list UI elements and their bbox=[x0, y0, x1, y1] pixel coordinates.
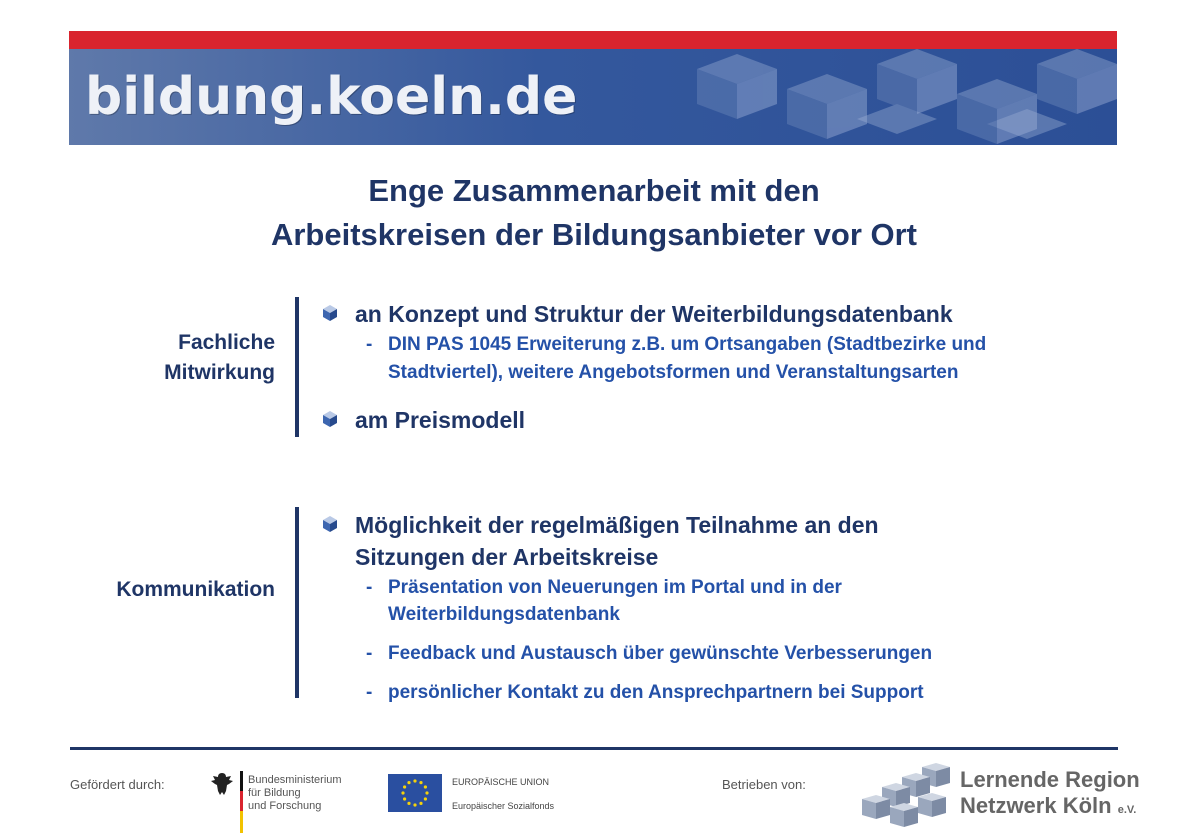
bullet-text: an Konzept und Struktur der Weiterbildungsdatenbank bbox=[355, 301, 953, 327]
sub-item-praesentation bbox=[366, 574, 842, 602]
dash: - bbox=[366, 643, 373, 664]
lr-ev: e.V. bbox=[1117, 804, 1137, 816]
lr-line2-wrap bbox=[960, 793, 1140, 823]
section-label-line2: Mitwirkung bbox=[164, 361, 275, 384]
page-title-line2: Arbeitskreisen der Bildungsanbieter vor Ort bbox=[270, 217, 917, 252]
footer-divider bbox=[70, 747, 1118, 750]
federal-eagle-icon bbox=[208, 771, 236, 797]
funded-by-label: Gefördert durch: bbox=[70, 777, 165, 792]
sub-text: Feedback und Austausch über gewünschte Verbesserungen bbox=[388, 643, 933, 664]
eu-line1: EUROPÄISCHE UNION bbox=[452, 777, 550, 787]
sub-text: persönlicher Kontakt zu den Ansprechpartnern bei Support bbox=[388, 682, 924, 703]
sub-text-line1: DIN PAS 1045 Erweiterung z.B. um Ortsangaben (Stadtbezirke und bbox=[388, 334, 987, 355]
flag-stripe-gold bbox=[240, 811, 243, 833]
dash: - bbox=[366, 682, 373, 703]
section-divider bbox=[295, 507, 299, 698]
page-title-line1: Enge Zusammenarbeit mit den bbox=[368, 173, 820, 208]
header-banner bbox=[69, 31, 1117, 145]
sub-item-din-pas bbox=[366, 331, 986, 359]
cube-bullet-icon bbox=[323, 305, 337, 321]
eu-flag-icon bbox=[388, 774, 442, 812]
cube-bullet-icon bbox=[323, 411, 337, 427]
cubes-logo-icon bbox=[862, 763, 954, 831]
sub-item-feedback bbox=[366, 640, 932, 668]
dash: - bbox=[366, 334, 373, 355]
flag-stripe-black bbox=[240, 771, 243, 791]
banner-red-stripe bbox=[69, 31, 1117, 49]
bullet-konzept bbox=[355, 299, 953, 329]
section-label-line1: Fachliche bbox=[178, 331, 275, 354]
bullet-text-line1: Möglichkeit der regelmäßigen Teilnahme an den bbox=[355, 512, 879, 538]
bullet-text: am Preismodell bbox=[355, 407, 526, 433]
brand-logo-text: bildung.koeln.de bbox=[85, 67, 578, 127]
lernende-region-name bbox=[960, 767, 1140, 823]
sub-item-kontakt bbox=[366, 679, 924, 707]
flag-stripe-red bbox=[240, 791, 243, 811]
dash: - bbox=[366, 577, 373, 598]
banner-cubes-decoration bbox=[657, 49, 1117, 145]
eu-label bbox=[452, 775, 554, 813]
bullet-preismodell bbox=[355, 405, 525, 435]
ministry-line2: für Bildung bbox=[248, 787, 301, 799]
section-divider bbox=[295, 297, 299, 437]
section-label-fachliche-mitwirkung bbox=[120, 328, 275, 388]
sub-item-praesentation-cont: Weiterbildungsdatenbank bbox=[388, 604, 620, 625]
operated-by-label: Betrieben von: bbox=[722, 777, 806, 792]
section-label-kommunikation: Kommunikation bbox=[116, 578, 275, 601]
lr-line1: Lernende Region bbox=[960, 767, 1140, 792]
ministry-line1: Bundesministerium bbox=[248, 774, 342, 786]
eu-line2: Europäischer Sozialfonds bbox=[452, 801, 555, 811]
bullet-teilnahme-line2: Sitzungen der Arbeitskreise bbox=[355, 544, 659, 570]
lr-line2: Netzwerk Köln bbox=[960, 793, 1112, 818]
sub-item-din-pas-cont: Stadtviertel), weitere Angebotsformen und Veranstaltungsarten bbox=[388, 362, 959, 383]
bullet-teilnahme bbox=[355, 510, 879, 540]
ministry-name bbox=[248, 774, 342, 813]
cube-bullet-icon bbox=[323, 516, 337, 532]
ministry-line3: und Forschung bbox=[248, 800, 322, 812]
sub-text-line1: Präsentation von Neuerungen im Portal und in der bbox=[388, 577, 842, 598]
